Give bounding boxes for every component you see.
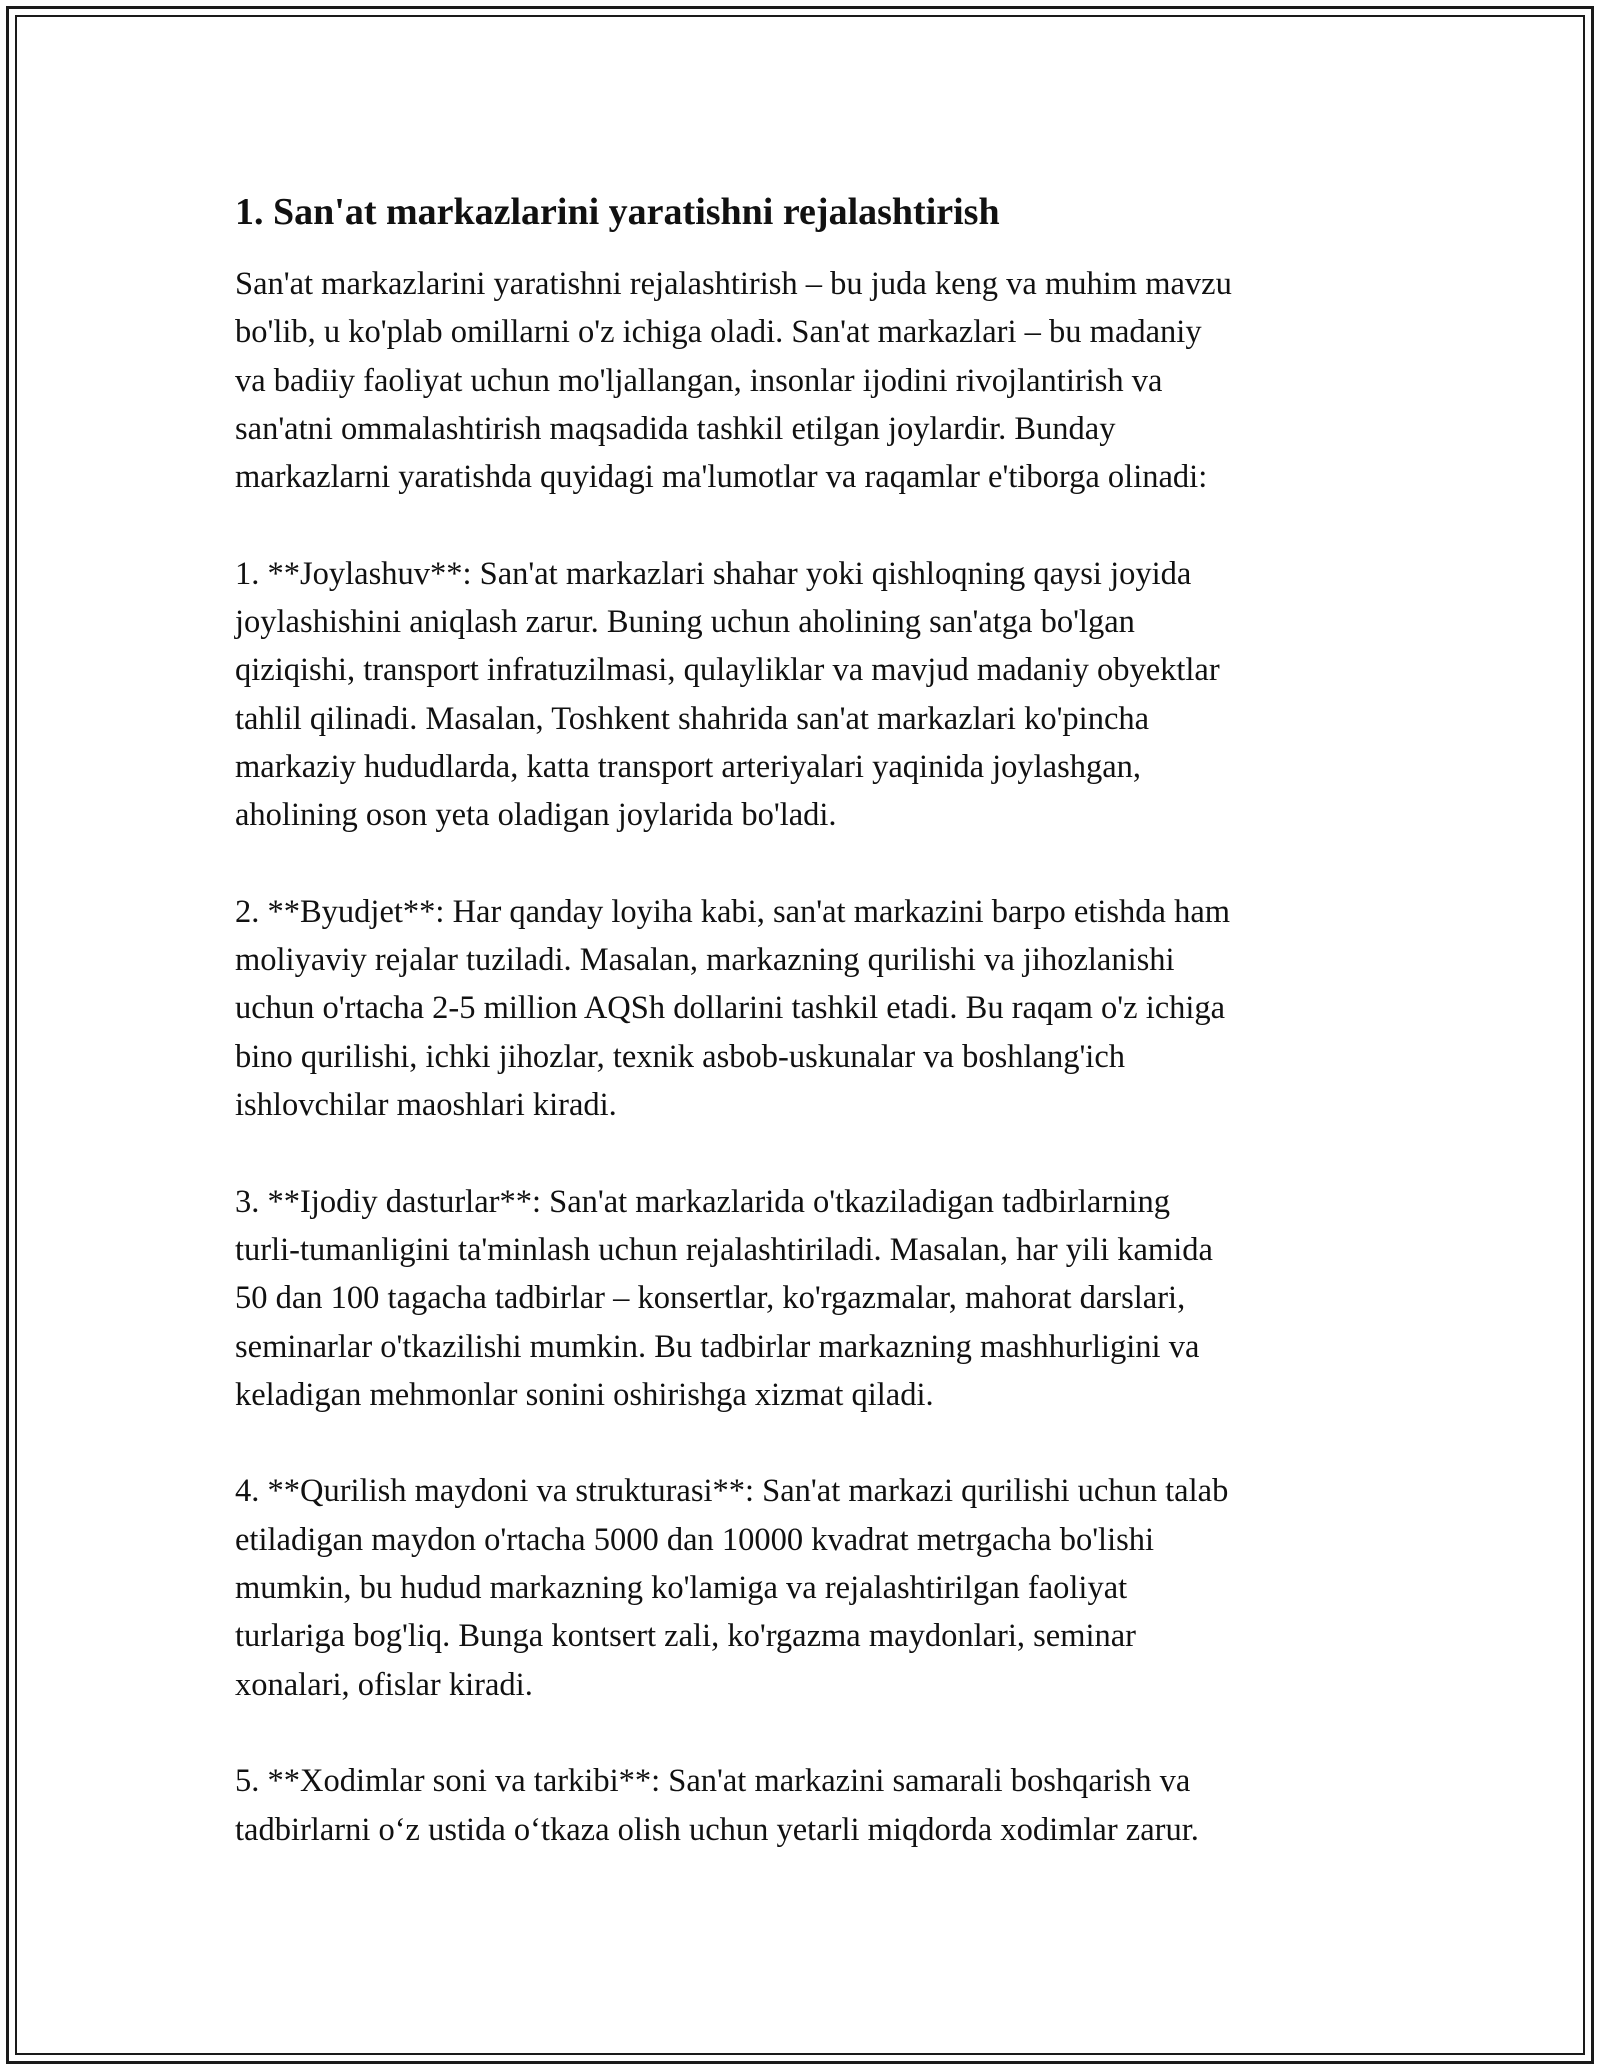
- paragraph-line: moliyaviy rejalar tuziladi. Masalan, markazning qurilishi va jihozlanishi: [235, 942, 1175, 979]
- paragraph-line: tadbirlarni o‘z ustida o‘tkaza olish uchun yetarli miqdorda xodimlar zarur.: [235, 1811, 1199, 1848]
- paragraph-line: ishlovchilar maoshlari kiradi.: [235, 1087, 617, 1124]
- paragraph-line: 4. **Qurilish maydoni va strukturasi**: San'at markazi qurilishi uchun talab: [235, 1473, 1229, 1510]
- paragraph-xodimlar: [235, 1757, 1370, 1854]
- paragraph-qurilish-maydoni: [235, 1467, 1370, 1708]
- paragraph-line: San'at markazlarini yaratishni rejalashtirish – bu juda keng va muhim mavzu: [235, 266, 1232, 302]
- paragraph-line: qiziqishi, transport infratuzilmasi, qulayliklar va mavjud madaniy obyektlar: [235, 652, 1220, 689]
- paragraph-line: tahlil qilinadi. Masalan, Toshkent shahrida san'at markazlari ko'pincha: [235, 700, 1150, 737]
- paragraph-line: xonalari, ofislar kiradi.: [235, 1666, 533, 1703]
- paragraph-line: 1. **Joylashuv**: San'at markazlari shahar yoki qishloqning qaysi joyida: [235, 555, 1192, 592]
- paragraph-line: 2. **Byudjet**: Har qanday loyiha kabi, san'at markazini barpo etishda ham: [235, 893, 1231, 930]
- paragraph-line: uchun o'rtacha 2-5 million AQSh dollarini tashkil etadi. Bu raqam o'z ichiga: [235, 990, 1226, 1027]
- paragraph-line: 5. **Xodimlar soni va tarkibi**: San'at markazini samarali boshqarish va: [235, 1763, 1191, 1800]
- paragraph-line: bino qurilishi, ichki jihozlar, texnik asbob-uskunalar va boshlang'ich: [235, 1038, 1126, 1075]
- section-title: 1. San'at markazlarini yaratishni rejalashtirish: [235, 191, 1000, 233]
- paragraph-line: 3. **Ijodiy dasturlar**: San'at markazlarida o'tkaziladigan tadbirlarning: [235, 1183, 1170, 1220]
- paragraph-line: seminarlar o'tkazilishi mumkin. Bu tadbirlar markazning mashhurligini va: [235, 1328, 1200, 1365]
- paragraph-line: san'atni ommalashtirish maqsadida tashkil etilgan joylardir. Bunday: [235, 410, 1116, 447]
- paragraph-line: aholining oson yeta oladigan joylarida bo'ladi.: [235, 797, 837, 834]
- document-body: [235, 186, 1370, 1902]
- paragraph-line: keladigan mehmonlar sonini oshirishga xizmat qiladi.: [235, 1376, 934, 1413]
- paragraph-line: etiladigan maydon o'rtacha 5000 dan 10000 kvadrat metrgacha bo'lishi: [235, 1521, 1155, 1558]
- paragraph-line: mumkin, bu hudud markazning ko'lamiga va rejalashtirilgan faoliyat: [235, 1570, 1128, 1607]
- paragraph-line: va badiiy faoliyat uchun mo'ljallangan, insonlar ijodini rivojlantirish va: [235, 362, 1163, 399]
- paragraph-line: markaziy hududlarda, katta transport arteriyalari yaqinida joylashgan,: [235, 748, 1142, 785]
- paragraph-line: turli-tumanligini ta'minlash uchun rejalashtiriladi. Masalan, har yili kamida: [235, 1231, 1213, 1268]
- paragraph-intro: [235, 260, 1370, 501]
- paragraph-line: markazlarni yaratishda quyidagi ma'lumotlar va raqamlar e'tiborga olinadi:: [235, 459, 1208, 496]
- paragraph-ijodiy-dasturlar: [235, 1178, 1370, 1419]
- paragraph-line: 50 dan 100 tagacha tadbirlar – konsertlar, ko'rgazmalar, mahorat darslari,: [235, 1280, 1186, 1317]
- paragraph-line: bo'lib, u ko'plab omillarni o'z ichiga oladi. San'at markazlari – bu madaniy: [235, 314, 1202, 351]
- paragraph-byudjet: [235, 888, 1370, 1129]
- paragraph-line: turlariga bog'liq. Bunga kontsert zali, ko'rgazma maydonlari, seminar: [235, 1618, 1137, 1655]
- paragraph-line: joylashishini aniqlash zarur. Buning uchun aholining san'atga bo'lgan: [235, 604, 1135, 641]
- paragraph-joylashuv: [235, 550, 1370, 840]
